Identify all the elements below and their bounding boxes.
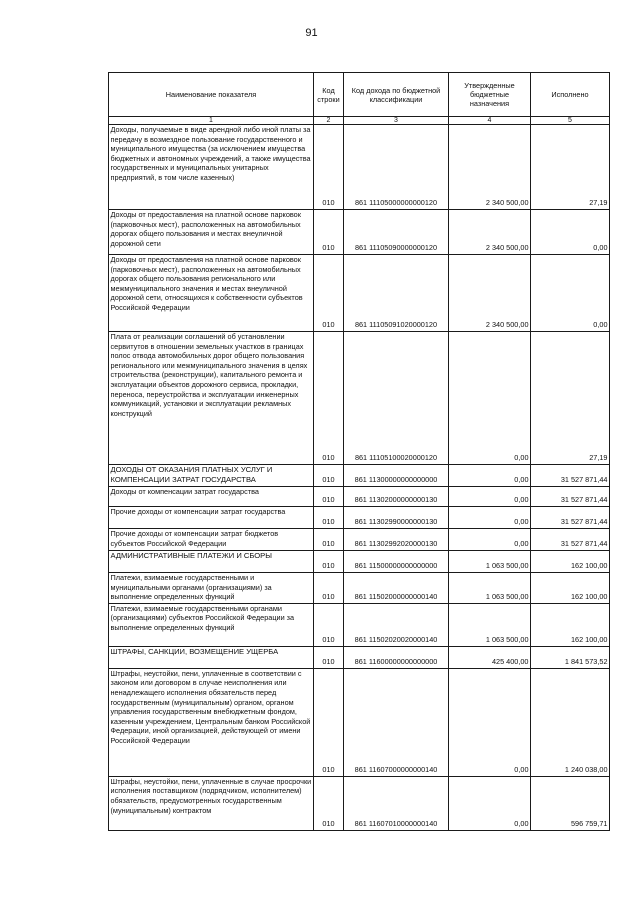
table-row	[109, 668, 610, 776]
row-approved: 0,00	[449, 507, 531, 529]
header-indicator-name: Наименование показателя	[109, 73, 314, 117]
row-approved: 0,00	[449, 332, 531, 465]
row-line-code: 010	[314, 603, 344, 646]
row-name: Доходы от компенсации затрат государства	[109, 487, 314, 507]
column-number: 4	[449, 117, 531, 125]
row-name: Платежи, взимаемые государственными органами (организациями) субъектов Российской Федерации за выполнение определенных функций	[109, 603, 314, 646]
row-name: АДМИНИСТРАТИВНЫЕ ПЛАТЕЖИ И СБОРЫ	[109, 551, 314, 573]
table-header-row	[109, 73, 610, 117]
row-approved: 0,00	[449, 776, 531, 830]
table-row	[109, 210, 610, 255]
row-line-code: 010	[314, 210, 344, 255]
row-approved: 2 340 500,00	[449, 125, 531, 210]
row-revenue-code: 861 11105091020000120	[344, 255, 449, 332]
row-revenue-code: 861 11105100020000120	[344, 332, 449, 465]
row-line-code: 010	[314, 668, 344, 776]
row-line-code: 010	[314, 465, 344, 487]
row-approved: 1 063 500,00	[449, 551, 531, 573]
row-approved: 0,00	[449, 668, 531, 776]
row-line-code: 010	[314, 125, 344, 210]
table-row	[109, 573, 610, 604]
page-number: 91	[305, 27, 318, 39]
row-revenue-code: 861 11607000000000140	[344, 668, 449, 776]
row-name: Доходы от предоставления на платной основе парковок (парковочных мест), расположенных на автомобильных дорогах общего пользования и местах внеуличной дорожной сети	[109, 210, 314, 255]
row-name: Прочие доходы от компенсации затрат государства	[109, 507, 314, 529]
row-executed: 31 527 871,44	[531, 507, 610, 529]
row-approved: 425 400,00	[449, 646, 531, 668]
row-revenue-code: 861 11600000000000000	[344, 646, 449, 668]
column-numbers-row	[109, 117, 610, 125]
header-revenue-code: Код дохода по бюджетной классификации	[344, 73, 449, 117]
row-name: Плата от реализации соглашений об установлении сервитутов в отношении земельных участков в границах полос отвода автомобильных дорог общего пользования регионального или межмуниципального значения в целях строительства (реконструкции), капитального ремонта и эксплуатации объектов дорожного сервиса, прокладки, переноса, переустройства и эксплуатации инженерных коммуникаций, установки и эксплуатации рекламных конструкций	[109, 332, 314, 465]
row-line-code: 010	[314, 487, 344, 507]
row-name: ШТРАФЫ, САНКЦИИ, ВОЗМЕЩЕНИЕ УЩЕРБА	[109, 646, 314, 668]
row-revenue-code: 861 11300000000000000	[344, 465, 449, 487]
table-row	[109, 776, 610, 830]
header-line-code: Код строки	[314, 73, 344, 117]
row-line-code: 010	[314, 551, 344, 573]
row-executed: 31 527 871,44	[531, 529, 610, 551]
row-approved: 2 340 500,00	[449, 210, 531, 255]
row-revenue-code: 861 11105090000000120	[344, 210, 449, 255]
row-revenue-code: 861 11607010000000140	[344, 776, 449, 830]
row-executed: 162 100,00	[531, 573, 610, 604]
row-name: Доходы от предоставления на платной основе парковок (парковочных мест), расположенных на автомобильных дорогах общего пользования регионального или межмуниципального значения и местах внеуличной дорожной сети, относящихся к собственности субъектов Российской Федерации	[109, 255, 314, 332]
row-executed: 31 527 871,44	[531, 487, 610, 507]
row-line-code: 010	[314, 573, 344, 604]
header-approved: Утвержденные бюджетные назначения	[449, 73, 531, 117]
row-executed: 162 100,00	[531, 603, 610, 646]
table-row	[109, 255, 610, 332]
table-row	[109, 551, 610, 573]
row-executed: 0,00	[531, 210, 610, 255]
row-name: ДОХОДЫ ОТ ОКАЗАНИЯ ПЛАТНЫХ УСЛУГ И КОМПЕНСАЦИИ ЗАТРАТ ГОСУДАРСТВА	[109, 465, 314, 487]
row-line-code: 010	[314, 529, 344, 551]
row-name: Прочие доходы от компенсации затрат бюджетов субъектов Российской Федерации	[109, 529, 314, 551]
row-revenue-code: 861 11502020020000140	[344, 603, 449, 646]
column-number: 1	[109, 117, 314, 125]
row-executed: 1 240 038,00	[531, 668, 610, 776]
table-row	[109, 332, 610, 465]
row-line-code: 010	[314, 646, 344, 668]
table-row	[109, 507, 610, 529]
row-revenue-code: 861 11105000000000120	[344, 125, 449, 210]
row-approved: 0,00	[449, 465, 531, 487]
column-number: 3	[344, 117, 449, 125]
row-revenue-code: 861 11500000000000000	[344, 551, 449, 573]
row-executed: 31 527 871,44	[531, 465, 610, 487]
row-line-code: 010	[314, 507, 344, 529]
row-approved: 0,00	[449, 487, 531, 507]
table-row	[109, 646, 610, 668]
row-name: Платежи, взимаемые государственными и муниципальными органами (организациями) за выполнение определенных функций	[109, 573, 314, 604]
row-executed: 0,00	[531, 255, 610, 332]
header-executed: Исполнено	[531, 73, 610, 117]
row-name: Штрафы, неустойки, пени, уплаченные в случае просрочки исполнения поставщиком (подрядчиком, исполнителем) обязательств, предусмотренных государственным (муниципальным) контрактом	[109, 776, 314, 830]
row-revenue-code: 861 11302000000000130	[344, 487, 449, 507]
row-line-code: 010	[314, 255, 344, 332]
row-line-code: 010	[314, 776, 344, 830]
revenue-table	[108, 72, 610, 831]
row-approved: 0,00	[449, 529, 531, 551]
row-executed: 162 100,00	[531, 551, 610, 573]
row-line-code: 010	[314, 332, 344, 465]
row-revenue-code: 861 11302992020000130	[344, 529, 449, 551]
row-executed: 27,19	[531, 125, 610, 210]
row-name: Доходы, получаемые в виде арендной либо иной платы за передачу в возмездное пользование государственного и муниципального имущества (за исключением имущества бюджетных и автономных учреждений, а также имущества государственных и муниципальных унитарных предприятий, в том числе казенных)	[109, 125, 314, 210]
column-number: 2	[314, 117, 344, 125]
row-approved: 1 063 500,00	[449, 603, 531, 646]
row-revenue-code: 861 11302990000000130	[344, 507, 449, 529]
table-row	[109, 465, 610, 487]
row-approved: 2 340 500,00	[449, 255, 531, 332]
table-row	[109, 529, 610, 551]
row-executed: 1 841 573,52	[531, 646, 610, 668]
table-row	[109, 487, 610, 507]
row-executed: 596 759,71	[531, 776, 610, 830]
row-approved: 1 063 500,00	[449, 573, 531, 604]
table-row	[109, 125, 610, 210]
table-row	[109, 603, 610, 646]
row-executed: 27,19	[531, 332, 610, 465]
row-revenue-code: 861 11502000000000140	[344, 573, 449, 604]
row-name: Штрафы, неустойки, пени, уплаченные в соответствии с законом или договором в случае неисполнения или ненадлежащего исполнения обязательств перед государственным (муниципальным) органом, органом управления государственным внебюджетным фондом, казенным учреждением, Центральным банком Российской Федерации, иной организацией, действующей от имени Российской Федерации	[109, 668, 314, 776]
column-number: 5	[531, 117, 610, 125]
